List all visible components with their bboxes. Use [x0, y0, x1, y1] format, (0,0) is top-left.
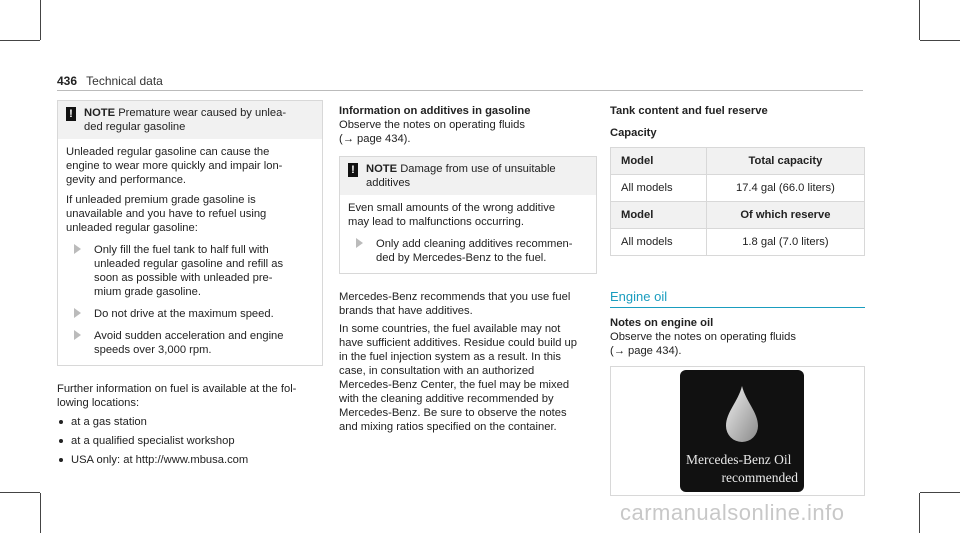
section-heading: Notes on engine oil — [610, 317, 714, 329]
body-line: with the cleaning additive recommended by — [339, 393, 554, 405]
table-cell: 1.8 gal (7.0 liters) — [706, 229, 864, 256]
note-label: NOTE — [366, 163, 398, 175]
instruction-line: unleaded regular gasoline and refill as — [94, 258, 284, 270]
body-line: unleaded regular gasoline: — [66, 222, 198, 234]
arrow-right-icon — [74, 330, 81, 340]
list-item — [57, 453, 323, 467]
body-line: in the fuel injection system as a result. In this — [339, 351, 561, 363]
note-box-additives — [339, 156, 597, 274]
body-line: Mercedes-Benz. Be sure to observe the notes — [339, 407, 567, 419]
body-line: brands that have additives. — [339, 305, 473, 317]
body-line: have sufficient additives. Residue could build up — [339, 337, 577, 349]
body-line: and mixing ratios specified on the container. — [339, 421, 557, 433]
subheading: Capacity — [610, 127, 657, 139]
mercedes-oil-logo — [680, 370, 804, 492]
warning-icon: ! — [348, 163, 358, 177]
note-header — [340, 157, 596, 195]
instruction-line: Do not drive at the maximum speed. — [94, 308, 274, 320]
instruction-line: Only fill the fuel tank to half full with — [94, 244, 269, 256]
instruction-line: Only add cleaning additives recommen- — [376, 238, 573, 250]
instruction-item — [348, 237, 588, 265]
header-rule — [57, 90, 863, 91]
list-item-text: USA only: at http://www.mbusa.com — [71, 454, 249, 466]
page-header — [57, 74, 163, 89]
watermark: carmanualsonline.info — [620, 500, 845, 525]
note-title-line: ded regular gasoline — [84, 121, 186, 133]
table-header-row — [611, 202, 865, 229]
body-line: Even small amounts of the wrong additive — [348, 202, 556, 214]
body-line: In some countries, the fuel available may not — [339, 323, 561, 335]
column-3 — [610, 104, 865, 496]
logo-text-line: Mercedes-Benz Oil — [686, 452, 792, 467]
note-label: NOTE — [84, 107, 116, 119]
capacity-table — [610, 147, 865, 256]
body-line: engine to wear more quickly and impair lon- — [66, 160, 283, 172]
section-heading: Tank content and fuel reserve — [610, 105, 768, 117]
note-title-line: additives — [366, 177, 411, 189]
table-row — [611, 229, 865, 256]
instruction-line: Avoid sudden acceleration and engine — [94, 330, 284, 342]
list-item — [57, 434, 323, 448]
crop-mark — [0, 492, 40, 493]
list-item-text: at a gas station — [71, 416, 147, 428]
body-line: case, in consultation with an authorized — [339, 365, 535, 377]
body-line: may lead to malfunctions occurring. — [348, 216, 524, 228]
body-line: Further information on fuel is available at the fol- — [57, 383, 297, 395]
crop-mark — [40, 493, 41, 533]
warning-icon: ! — [66, 107, 76, 121]
crop-mark — [920, 40, 960, 41]
note-body — [340, 195, 596, 273]
page-number: 436 — [57, 74, 78, 88]
list-item — [57, 415, 323, 429]
note-title-line: Premature wear caused by unlea- — [118, 107, 287, 119]
bullet-dot-icon — [59, 458, 63, 462]
arrow-right-icon — [74, 308, 81, 318]
section-heading: Information on additives in gasoline — [339, 105, 531, 117]
note-box-unleaded — [57, 100, 323, 366]
section-rule — [610, 307, 865, 308]
bullet-dot-icon — [59, 420, 63, 424]
body-line: lowing locations: — [57, 397, 140, 409]
table-cell: All models — [611, 175, 707, 202]
section-title-engine-oil: Engine oil — [610, 289, 668, 304]
instruction-line: speeds over 3,000 rpm. — [94, 344, 212, 356]
note-title-line: Damage from use of unsuitable — [400, 163, 556, 175]
instruction-item — [66, 329, 314, 357]
crop-mark — [920, 492, 960, 493]
crop-mark — [0, 40, 40, 41]
instruction-line: soon as possible with unleaded pre- — [94, 272, 273, 284]
body-line: Mercedes-Benz recommends that you use fuel — [339, 291, 571, 303]
additives-text — [339, 290, 597, 434]
arrow-right-icon — [74, 244, 81, 254]
body-line: unavailable and you have to refuel using — [66, 208, 267, 220]
page-reference-link[interactable]: (→ page 434). — [339, 133, 411, 145]
bullet-dot-icon — [59, 439, 63, 443]
list-item-text: at a qualified specialist workshop — [71, 435, 235, 447]
crop-mark — [40, 0, 41, 40]
crop-mark — [919, 493, 920, 533]
table-row — [611, 175, 865, 202]
table-header-cell: Model — [611, 202, 707, 229]
table-header-cell: Total capacity — [706, 148, 864, 175]
body-line: Observe the notes on operating fluids — [610, 331, 796, 343]
arrow-right-icon — [356, 238, 363, 248]
oil-image-box — [610, 366, 865, 496]
body-line: Observe the notes on operating fluids — [339, 119, 525, 131]
page-title: Technical data — [86, 74, 163, 88]
oil-drop-icon — [726, 386, 758, 442]
column-1 — [57, 100, 323, 467]
further-info — [57, 382, 323, 467]
note-body — [58, 139, 322, 365]
table-header-row — [611, 148, 865, 175]
table-header-cell: Of which reserve — [706, 202, 864, 229]
table-cell: 17.4 gal (66.0 liters) — [706, 175, 864, 202]
column-2 — [339, 104, 597, 434]
body-line: If unleaded premium grade gasoline is — [66, 194, 256, 206]
instruction-line: ded by Mercedes-Benz to the fuel. — [376, 252, 547, 264]
table-header-cell: Model — [611, 148, 707, 175]
instruction-item — [66, 243, 314, 299]
instruction-line: mium grade gasoline. — [94, 286, 201, 298]
instruction-item — [66, 307, 314, 321]
body-line: gevity and performance. — [66, 174, 187, 186]
crop-mark — [919, 0, 920, 40]
body-line: Mercedes-Benz Center, the fuel may be mixed — [339, 379, 570, 391]
note-header — [58, 101, 322, 139]
page-reference-link[interactable]: (→ page 434). — [610, 345, 682, 357]
table-cell: All models — [611, 229, 707, 256]
body-line: Unleaded regular gasoline can cause the — [66, 146, 270, 158]
logo-text-line: recommended — [721, 470, 798, 485]
